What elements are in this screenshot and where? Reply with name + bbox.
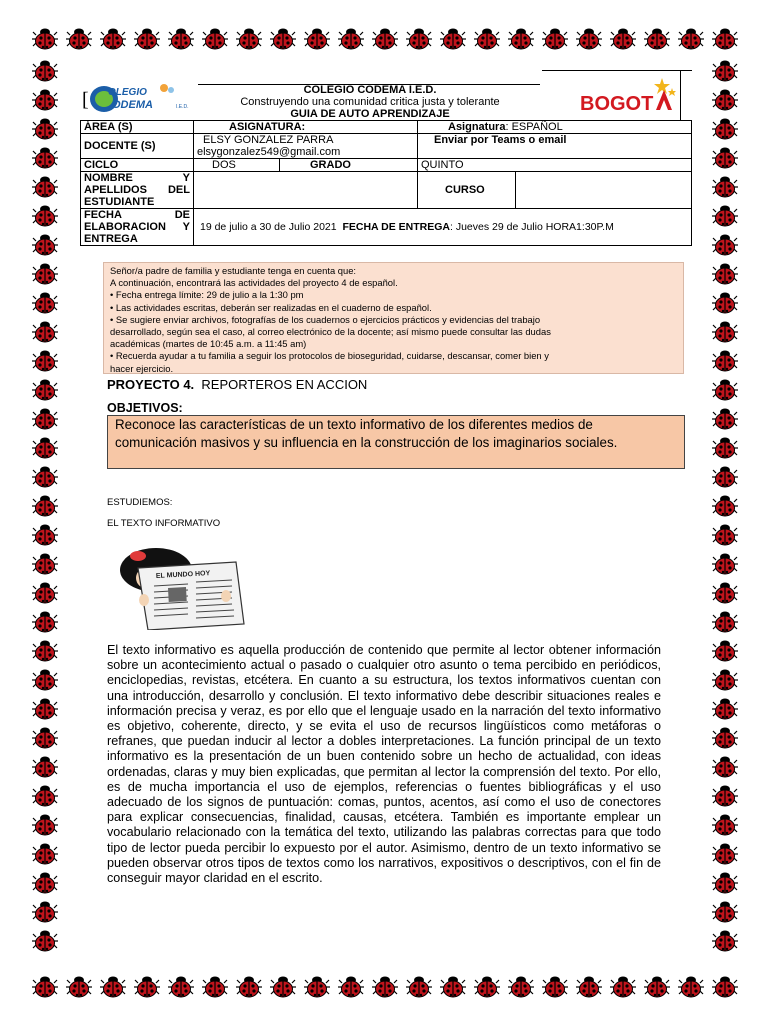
ladybug-icon: [32, 147, 58, 169]
ladybug-icon: [712, 843, 738, 865]
ladybug-icon: [712, 321, 738, 343]
ladybug-icon: [712, 408, 738, 430]
docente-label: DOCENTE (S): [81, 134, 194, 159]
ladybug-icon: [32, 466, 58, 488]
ladybug-icon: [270, 976, 296, 998]
ladybug-icon: [32, 669, 58, 691]
ladybug-icon: [712, 205, 738, 227]
ladybug-icon: [372, 28, 398, 50]
ladybug-icon: [474, 976, 500, 998]
ladybug-icon: [474, 28, 500, 50]
ladybug-icon: [134, 28, 160, 50]
nombre-label: NOMBRE Y APELLIDOS DEL ESTUDIANTE: [81, 172, 194, 209]
ladybug-icon: [712, 118, 738, 140]
ladybug-icon: [712, 147, 738, 169]
area-label: ÁREA (S): [81, 121, 194, 134]
svg-text:I.E.D.: I.E.D.: [176, 104, 189, 110]
notice-line: Señor/a padre de familia y estudiante tenga en cuenta que:: [110, 265, 357, 276]
notice-line: académicas (martes de 10:45 a.m. a 11:45 am): [110, 338, 307, 350]
ladybug-icon: [236, 28, 262, 50]
svg-text:OLEGIO: OLEGIO: [108, 87, 147, 98]
asignatura-label: ASIGNATURA:: [194, 121, 418, 134]
ladybug-icon: [712, 640, 738, 662]
ladybug-icon: [66, 976, 92, 998]
ladybug-icon: [440, 28, 466, 50]
svg-text:BOGOT: BOGOT: [580, 93, 654, 115]
notice-line: hacer ejercicio.: [110, 362, 174, 374]
ciclo-label: CICLO: [81, 159, 194, 172]
ladybug-icon: [32, 814, 58, 836]
ladybug-icon: [712, 930, 738, 952]
fecha-value: 19 de julio a 30 de Julio 2021: [200, 221, 337, 233]
ladybug-icon: [712, 437, 738, 459]
ladybug-icon: [32, 976, 58, 998]
ladybug-icon: [32, 698, 58, 720]
ladybug-icon: [610, 976, 636, 998]
ladybug-icon: [712, 582, 738, 604]
ladybug-icon: [440, 976, 466, 998]
mafalda-reading-newspaper-illustration: [108, 540, 248, 630]
ladybug-icon: [576, 28, 602, 50]
ladybug-icon: [372, 976, 398, 998]
ladybug-icon: [32, 843, 58, 865]
notice-line: • Fecha entrega límite: 29 de julio a la 1:30 pm: [110, 289, 304, 301]
ladybug-icon: [712, 350, 738, 372]
ladybug-icon: [712, 814, 738, 836]
ladybug-icon: [338, 976, 364, 998]
ladybug-icon: [712, 669, 738, 691]
project-label: PROYECTO 4.: [107, 377, 195, 392]
ladybug-icon: [168, 976, 194, 998]
ladybug-icon: [712, 872, 738, 894]
ladybug-icon: [32, 524, 58, 546]
ladybug-icon: [712, 901, 738, 923]
ladybug-icon: [712, 611, 738, 633]
ladybug-icon: [678, 976, 704, 998]
objective-box: Reconoce las características de un texto informativo de los diferentes medios de comunicación masivos y su influencia en la construcción de los imaginarios sociales.: [107, 415, 685, 469]
ladybug-icon: [712, 785, 738, 807]
ladybug-icon: [32, 901, 58, 923]
guide-title: GUIA DE AUTO APRENDIZAJE: [290, 108, 450, 120]
ladybug-icon: [32, 437, 58, 459]
ciclo-value: DOS: [194, 159, 280, 172]
ladybug-icon: [712, 292, 738, 314]
ladybug-icon: [712, 553, 738, 575]
ladybug-icon: [134, 976, 160, 998]
asignatura-value: [418, 121, 692, 134]
objectives-label: OBJETIVOS:: [107, 401, 183, 415]
ladybug-icon: [712, 89, 738, 111]
curso-cell: [418, 172, 692, 209]
ladybug-icon: [712, 495, 738, 517]
ladybug-icon: [32, 727, 58, 749]
curso-label: CURSO: [418, 172, 516, 208]
ladybug-icon: [644, 28, 670, 50]
send-instructions: Enviar por Teams o email: [418, 134, 692, 159]
notice-line: A continuación, encontrará las actividades del proyecto 4 de español.: [110, 277, 398, 289]
newspaper-headline: EL MUNDO HOY: [155, 570, 211, 580]
ladybug-icon: [32, 234, 58, 256]
ladybug-icon: [508, 28, 534, 50]
ladybug-icon: [712, 756, 738, 778]
ladybug-icon: [32, 321, 58, 343]
asignatura2-value: : ESPAÑOL: [505, 121, 563, 133]
ladybug-icon: [32, 379, 58, 401]
ladybug-icon: [32, 28, 58, 50]
svg-text:[: [: [82, 89, 89, 111]
info-table: [80, 120, 692, 246]
ladybug-icon: [32, 872, 58, 894]
body-paragraph: El texto informativo es aquella producción de contenido que permite al lector obtener información sobre un acontecimiento actual o pasado o cualquier otro asunto o tema percibido en periódicos, enciclopedias, revistas, etcétera. En cuanto a su estructura, los textos informativos cuentan con una introducción, desarrollo y conclusión. El texto informativo debe describir situaciones reales e información precisa y veraz, es por ello que el lenguaje usado en la narración del texto informativo es objetivo, coherente, directo, y se evita el uso de recursos lingüísticos como metáforas o refranes, que puedan inducir al lector a dobles interpretaciones. La función principal de un texto informativo es la presentación de un buen contenido sobre un hecho de actualidad, con ideas ordenadas, claras y muy bien explicadas, que permitan al lector la comprensión del texto. Por ello, es de mucha importancia el uso de ejemplos, referencias o fuentes bibliográficas y el uso adecuado de los signos de puntuación: comas, puntos, acentos, así como el uso de conectores para explicar consecuencias, finalidad, causas, etcétera. También es importante emplear un vocabulario relacionado con la temática del texto, utilizando las palabras correctas para que todo tipo de lector pueda percibir lo expuesto por el autor. Asimismo, dentro de un texto informativo se pueden observar otros tipos de textos como los narrativos, expositivos o descriptivos, con el fin de conseguir mayor claridad en el escrito.: [107, 643, 661, 886]
ladybug-icon: [32, 350, 58, 372]
ladybug-icon: [202, 976, 228, 998]
fecha-cell: [194, 209, 692, 246]
ladybug-icon: [32, 118, 58, 140]
ladybug-icon: [712, 28, 738, 50]
grado-value: QUINTO: [418, 159, 692, 172]
ladybug-icon: [712, 976, 738, 998]
ladybug-icon: [32, 408, 58, 430]
ladybug-icon: [712, 524, 738, 546]
fecha-entrega-value: : Jueves 29 de Julio HORA1:30P.M: [450, 221, 614, 233]
ladybug-icon: [32, 930, 58, 952]
notice-box: [103, 262, 684, 374]
ladybug-icon: [712, 234, 738, 256]
ladybug-icon: [32, 292, 58, 314]
ladybug-icon: [712, 60, 738, 82]
fecha-label: FECHA DE ELABORACION Y ENTREGA: [81, 209, 194, 246]
school-name: COLEGIO CODEMA I.E.D.: [303, 84, 437, 96]
curso-value[interactable]: [516, 172, 691, 208]
ladybug-icon: [202, 28, 228, 50]
project-name: REPORTEROS EN ACCION: [201, 377, 368, 392]
docente-cell: [194, 134, 418, 159]
ladybug-icon: [32, 582, 58, 604]
ladybug-icon: [100, 976, 126, 998]
ladybug-icon: [712, 263, 738, 285]
header-top-right-rule: [542, 70, 692, 71]
ladybug-icon: [542, 976, 568, 998]
notice-line: desarrollado, según sea el caso, al correo electrónico de la docente; así mismo puede consultar las dudas: [110, 326, 551, 338]
ladybug-icon: [712, 727, 738, 749]
svg-text:ODEMA: ODEMA: [112, 99, 153, 111]
ladybug-icon: [406, 28, 432, 50]
notice-line: • Las actividades escritas, deberán ser realizadas en el cuaderno de español.: [110, 301, 432, 313]
colegio-codema-logo: [82, 82, 197, 116]
ladybug-icon: [304, 28, 330, 50]
notice-line: • Se sugiere enviar archivos, fotografías de los cuadernos o ejercicios prácticos y evidencias del trabajo: [110, 313, 541, 325]
ladybug-icon: [32, 611, 58, 633]
asignatura2-label: Asignatura: [448, 121, 506, 133]
ladybug-icon: [712, 379, 738, 401]
fecha-entrega-label: FECHA DE ENTREGA: [342, 221, 450, 233]
header-right-border: [680, 70, 681, 120]
ladybug-icon: [610, 28, 636, 50]
ladybug-icon: [100, 28, 126, 50]
ladybug-icon: [66, 28, 92, 50]
ladybug-icon: [304, 976, 330, 998]
ladybug-icon: [712, 698, 738, 720]
ladybug-icon: [32, 263, 58, 285]
ladybug-icon: [678, 28, 704, 50]
grado-label: GRADO: [280, 159, 418, 172]
nombre-value[interactable]: [194, 172, 418, 209]
bogota-logo: [580, 76, 680, 116]
ladybug-icon: [236, 976, 262, 998]
ladybug-icon: [576, 976, 602, 998]
header-title-block: [80, 70, 692, 120]
ladybug-icon: [32, 60, 58, 82]
document-header: [80, 70, 692, 245]
ladybug-icon: [32, 176, 58, 198]
docente-name: ELSY GONZALEZ PARRA: [203, 134, 334, 146]
ladybug-icon: [32, 205, 58, 227]
ladybug-icon: [406, 976, 432, 998]
school-motto: Construyendo una comunidad critica justa y tolerante: [240, 96, 500, 108]
ladybug-icon: [508, 976, 534, 998]
ladybug-icon: [338, 28, 364, 50]
ladybug-icon: [712, 466, 738, 488]
project-heading: [107, 377, 367, 392]
ladybug-icon: [542, 28, 568, 50]
ladybug-icon: [32, 553, 58, 575]
ladybug-icon: [32, 756, 58, 778]
ladybug-icon: [644, 976, 670, 998]
docente-email: elsygonzalez549@gmail.com: [197, 146, 341, 158]
notice-line: • Recuerda ayudar a tu familia a seguir los protocolos de bioseguridad, cuidarse, descansar, comer bien y: [110, 350, 549, 362]
ladybug-icon: [32, 495, 58, 517]
ladybug-icon: [168, 28, 194, 50]
section-subtitle: EL TEXTO INFORMATIVO: [107, 518, 221, 529]
ladybug-icon: [712, 176, 738, 198]
ladybug-icon: [32, 785, 58, 807]
estudiemos-label: ESTUDIEMOS:: [107, 497, 173, 508]
ladybug-icon: [32, 640, 58, 662]
ladybug-icon: [32, 89, 58, 111]
ladybug-icon: [270, 28, 296, 50]
